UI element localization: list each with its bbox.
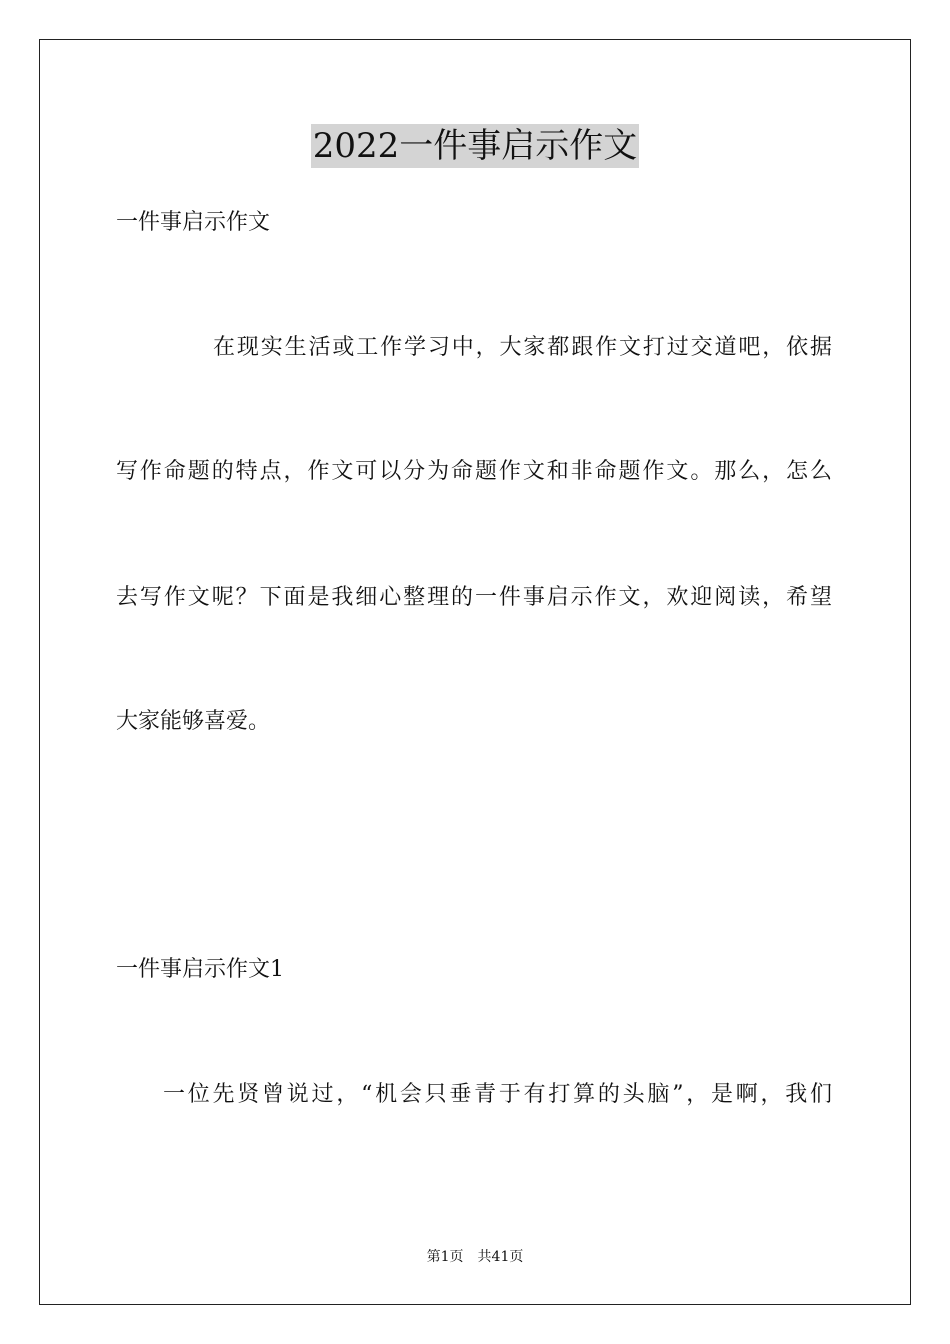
section-paragraph-line-1: 一位先贤曾说过，“机会只垂青于有打算的头脑”，是啊，我们	[163, 1082, 832, 1107]
intro-line-4: 大家能够喜爱。	[116, 709, 271, 734]
page-footer	[0, 1247, 950, 1267]
intro-line-2: 写作命题的特点，作文可以分为命题作文和非命题作文。那么，怎么	[116, 459, 832, 484]
page-total: 共41页	[477, 1249, 524, 1265]
title-container	[0, 124, 950, 168]
intro-line-3: 去写作文呢？下面是我细心整理的一件事启示作文，欢迎阅读，希望	[116, 585, 832, 610]
intro-line-1: 在现实生活或工作学习中，大家都跟作文打过交道吧，依据	[213, 335, 832, 360]
page-number: 第1页	[426, 1249, 464, 1265]
section-heading: 一件事启示作文1	[116, 957, 284, 982]
document-title: 2022一件事启示作文	[312, 126, 638, 166]
document-subtitle: 一件事启示作文	[116, 210, 271, 235]
